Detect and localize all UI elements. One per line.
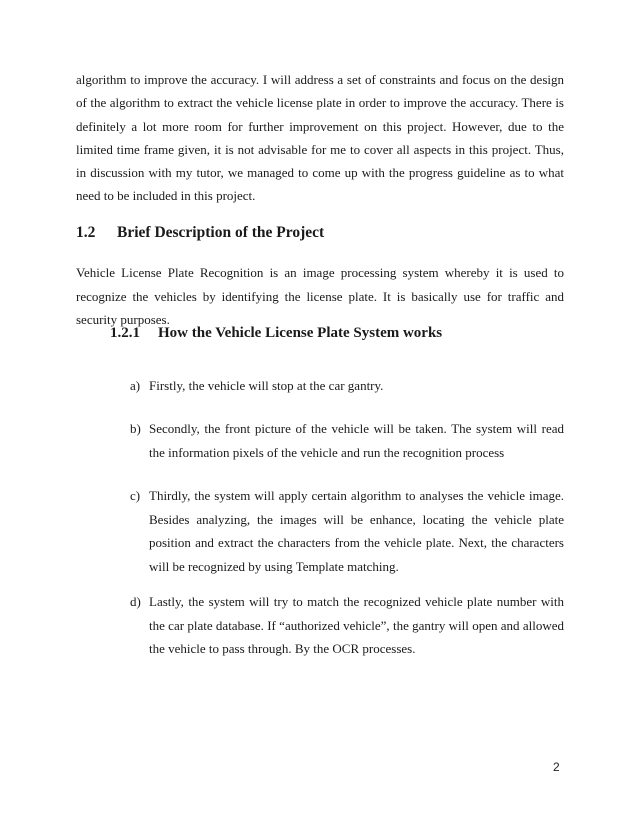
section-number: 1.2	[76, 224, 96, 241]
list-item-marker: c)	[130, 488, 141, 503]
intro-paragraph: algorithm to improve the accuracy. I will address a set of constraints and focus on the design of the algorithm to extract the vehicle license plate in order to improve the accuracy. There is definitely a lot more room for further improvement on this project. However, due to the limited time frame given, it is not advisable for me to cover all aspects in this project. Thus, in discussion with my tutor, we managed to come up with the progress guideline as to what need to be included in this project.	[76, 72, 564, 204]
list-item-text: Thirdly, the system will apply certain algorithm to analyses the vehicle image. Besides analyzing, the images will be enhance, locating the vehicle plate position and extract the characters from the vehicle plate. Next, the characters will be recognized by using Template matching.	[149, 488, 564, 574]
section-title: Brief Description of the Project	[117, 224, 325, 241]
list-item	[130, 374, 564, 398]
list-item-text: Lastly, the system will try to match the recognized vehicle plate number with the car plate database. If “authorized vehicle”, the gantry will open and allowed the vehicle to pass through. By the OCR processes.	[149, 594, 564, 656]
subsection-heading	[110, 325, 442, 342]
subsection-title: How the Vehicle License Plate System works	[158, 325, 443, 341]
list-item	[130, 417, 564, 464]
page-number: 2	[553, 760, 560, 774]
list-item-marker: b)	[130, 421, 141, 436]
list-item	[130, 590, 564, 661]
list-item-text: Firstly, the vehicle will stop at the car gantry.	[149, 378, 384, 393]
subsection-number: 1.2.1	[110, 325, 140, 341]
list-item-marker: a)	[130, 378, 141, 393]
section-heading	[76, 224, 324, 242]
list-item	[130, 484, 564, 578]
list-item-marker: d)	[130, 594, 141, 609]
list-item-text: Secondly, the front picture of the vehicle will be taken. The system will read the information pixels of the vehicle and run the recognition process	[149, 421, 564, 460]
section-paragraph: Vehicle License Plate Recognition is an image processing system whereby it is used to recognize the vehicles by identifying the license plate. It is basically use for traffic and security purposes.	[76, 265, 564, 327]
